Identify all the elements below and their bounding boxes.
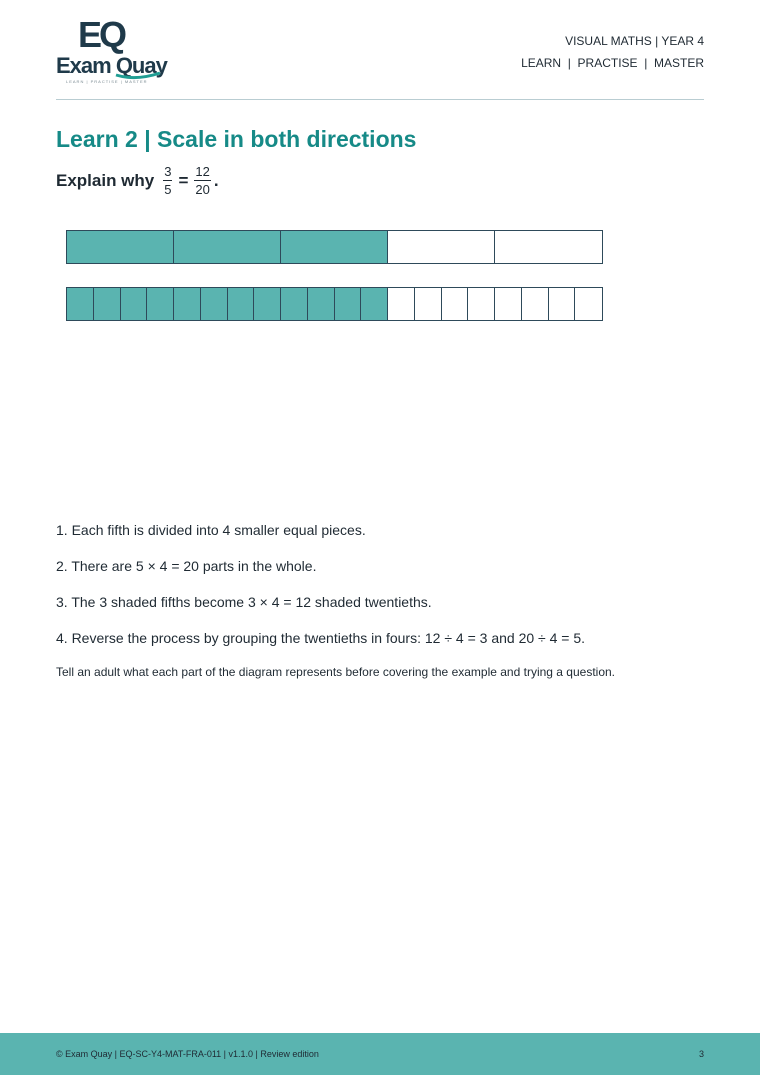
twentieth-cell-9 [281, 288, 308, 320]
svg-text:LEARN | PRACTISE | MASTER: LEARN | PRACTISE | MASTER [66, 79, 148, 84]
twentieth-cell-1 [67, 288, 94, 320]
fraction-right [194, 164, 210, 197]
twentieth-cell-11 [335, 288, 362, 320]
fraction-bar-fifths [66, 230, 603, 264]
twentieth-cell-15 [442, 288, 469, 320]
fraction-left-denominator: 5 [164, 182, 172, 197]
fraction-left [163, 164, 172, 197]
footer-copyright: © Exam Quay | EQ-SC-Y4-MAT-FRA-011 | v1.1.0 | Review edition [56, 1049, 319, 1059]
twentieth-cell-18 [522, 288, 549, 320]
header-tagline: LEARN | PRACTISE | MASTER [521, 56, 704, 70]
exam-quay-logo [56, 15, 172, 85]
page-title: Learn 2 | Scale in both directions [56, 126, 417, 152]
step-3: 3. The 3 shaded fifths become 3 × 4 = 12 shaded twentieths. [56, 594, 432, 610]
fifth-cell-5 [495, 231, 602, 263]
twentieth-cell-17 [495, 288, 522, 320]
twentieth-cell-12 [361, 288, 388, 320]
course-label: VISUAL MATHS | YEAR 4 [565, 34, 704, 48]
twentieth-cell-7 [228, 288, 255, 320]
equals-sign: = [178, 170, 189, 190]
fifth-cell-1 [67, 231, 174, 263]
step-4: 4. Reverse the process by grouping the twentieths in fours: 12 ÷ 4 = 3 and 20 ÷ 4 = 5. [56, 630, 586, 646]
svg-text:Exam Quay: Exam Quay [56, 53, 167, 78]
twentieth-cell-8 [254, 288, 281, 320]
fifth-cell-3 [281, 231, 388, 263]
twentieth-cell-2 [94, 288, 121, 320]
question-prefix: Explain why [56, 170, 155, 190]
adult-note: Tell an adult what each part of the diagram represents before covering the example and trying a question. [56, 665, 616, 679]
fraction-right-denominator: 20 [195, 182, 210, 197]
step-1: 1. Each fifth is divided into 4 smaller equal pieces. [56, 522, 366, 538]
footer [0, 1033, 760, 1075]
fraction-bar-twentieths [66, 287, 603, 321]
fifth-cell-4 [388, 231, 495, 263]
twentieth-cell-13 [388, 288, 415, 320]
page-number: 3 [698, 1049, 704, 1059]
svg-text:EQ: EQ [78, 15, 125, 55]
twentieth-cell-16 [468, 288, 495, 320]
steps-list [56, 522, 585, 666]
step-2: 2. There are 5 × 4 = 20 parts in the whole. [56, 558, 317, 574]
question-suffix: . [213, 170, 219, 190]
twentieth-cell-3 [121, 288, 148, 320]
twentieth-cell-6 [201, 288, 228, 320]
twentieth-cell-5 [174, 288, 201, 320]
twentieth-cell-10 [308, 288, 335, 320]
header-divider [56, 99, 704, 100]
fraction-right-numerator: 12 [195, 164, 210, 179]
fifth-cell-2 [174, 231, 281, 263]
twentieth-cell-20 [575, 288, 602, 320]
fraction-left-numerator: 3 [164, 164, 172, 179]
twentieth-cell-4 [147, 288, 174, 320]
twentieth-cell-14 [415, 288, 442, 320]
question [56, 164, 219, 197]
twentieth-cell-19 [549, 288, 576, 320]
header-info [521, 34, 704, 78]
